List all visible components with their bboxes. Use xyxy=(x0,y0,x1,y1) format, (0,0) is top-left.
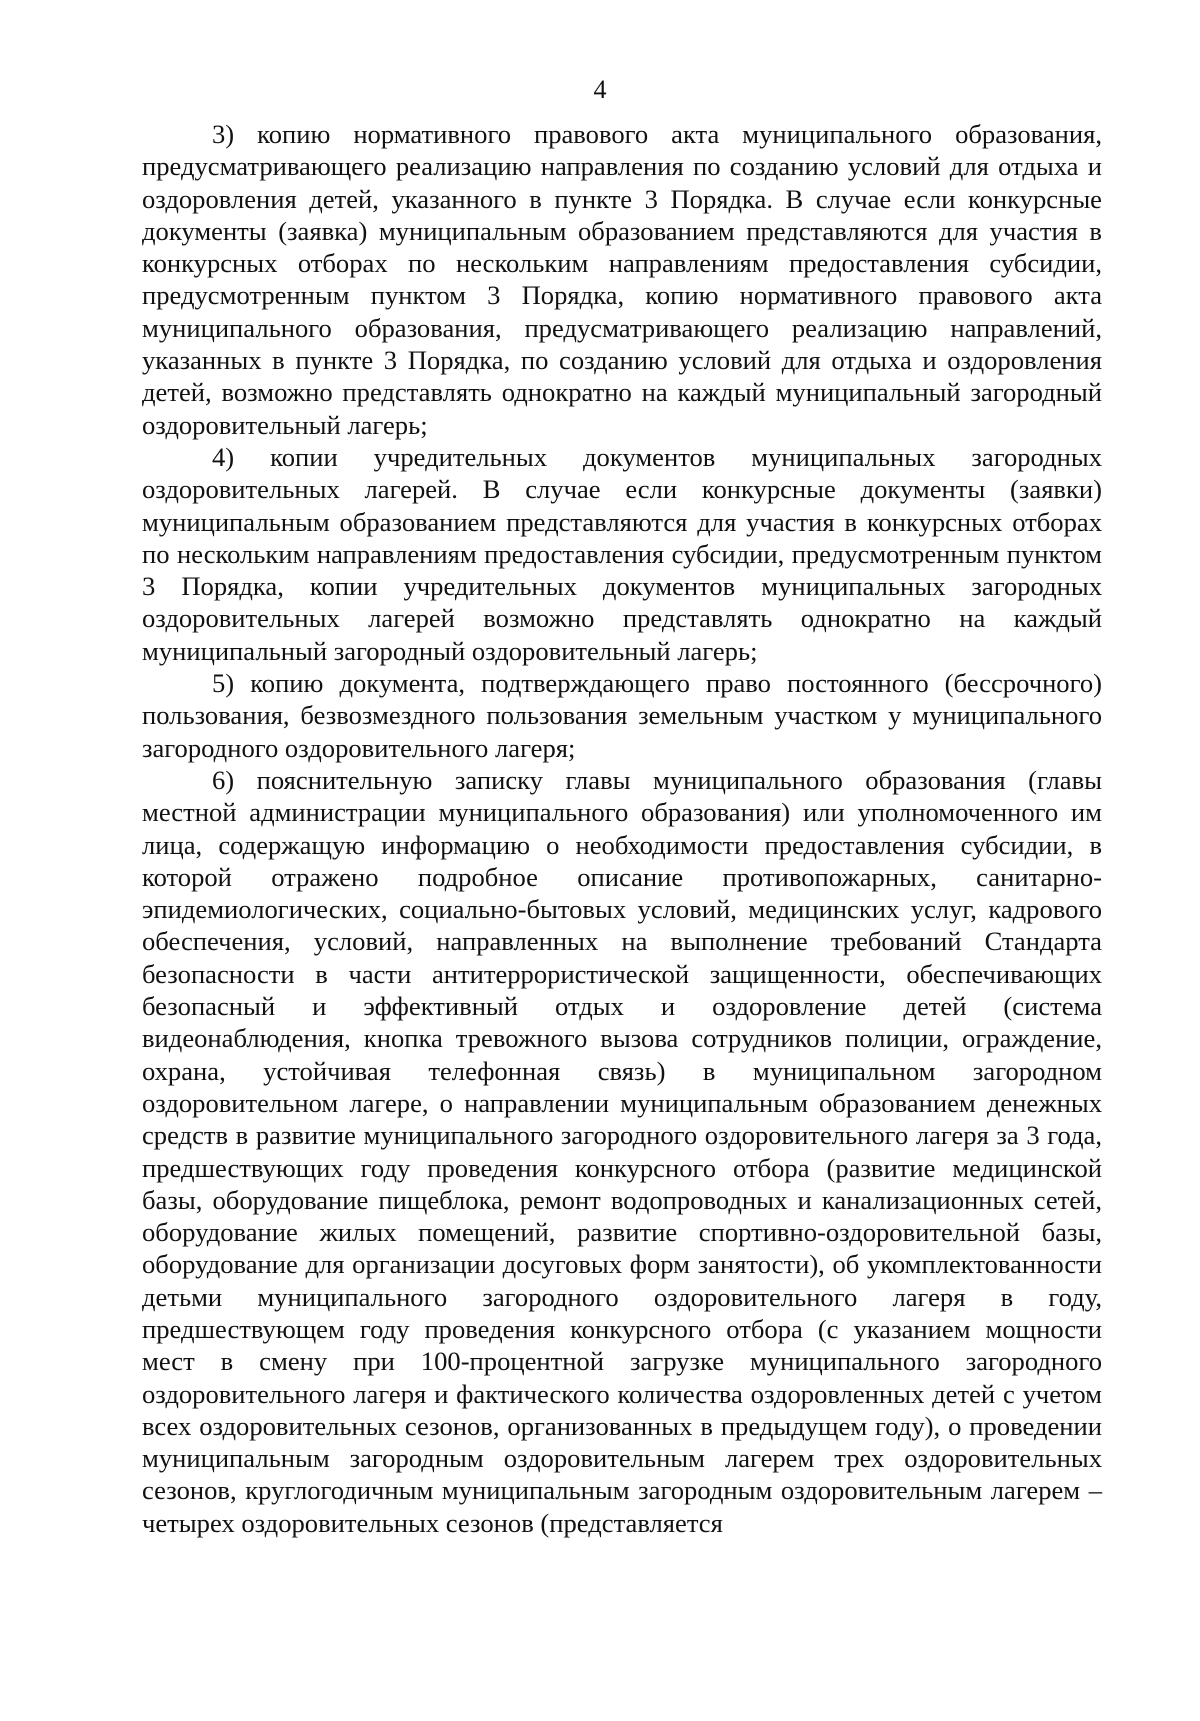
paragraph-item-5: 5) копию документа, подтверждающего право постоянного (бессрочного) пользования, безвозмездного пользования земельным участком у муниципального загородного оздоровительного лагеря; xyxy=(142,668,1102,763)
page-number: 4 xyxy=(593,75,607,104)
paragraph-item-6: 6) пояснительную записку главы муниципального образования (главы местной администрации муниципального образования) или уполномоченного им лица, содержащую информацию о необходимости предоставления субсидии, в которой отражено подробное описание противопожарных, санитарно-эпидемиологических, социально-бытовых условий, медицинских услуг, кадрового обеспечения, условий, направленных на выполнение требований Стандарта безопасности в части антитеррористической защищенности, обеспечивающих безопасный и эффективный отдых и оздоровление детей (система видеонаблюдения, кнопка тревожного вызова сотрудников полиции, ограждение, охрана, устойчивая телефонная связь) в муниципальном загородном оздоровительном лагере, о направлении муниципальным образованием денежных средств в развитие муниципального загородного оздоровительного лагеря за 3 года, предшествующих году проведения конкурсного отбора (развитие медицинской базы, оборудование пищеблока, ремонт водопроводных и канализационных сетей, оборудование жилых помещений, развитие спортивно-оздоровительной базы, оборудование для организации досуговых форм занятости), об укомплектованности детьми муниципального загородного оздоровительного лагеря в году, предшествующем году проведения конкурсного отбора (с указанием мощности мест в смену при 100-процентной загрузке муниципального загородного оздоровительного лагеря и фактического количества оздоровленных детей с учетом всех оздоровительных сезонов, организованных в предыдущем году), о проведении муниципальным загородным оздоровительным лагерем трех оздоровительных сезонов, круглогодичным муниципальным загородным оздоровительным лагерем – четырех оздоровительных сезонов (представляется xyxy=(142,764,1102,1538)
document-body xyxy=(142,118,1102,1539)
paragraph-item-4: 4) копии учредительных документов муниципальных загородных оздоровительных лагерей. В случае если конкурсные документы (заявки) муниципальным образованием представляются для участия в конкурсных отборах по нескольким направлениям предоставления субсидии, предусмотренным пунктом 3 Порядка, копии учредительных документов муниципальных загородных оздоровительных лагерей возможно представлять однократно на каждый муниципальный загородный оздоровительный лагерь; xyxy=(142,441,1102,666)
paragraph-item-3: 3) копию нормативного правового акта муниципального образования, предусматривающего реализацию направления по созданию условий для отдыха и оздоровления детей, указанного в пункте 3 Порядка. В случае если конкурсные документы (заявка) муниципальным образованием представляются для участия в конкурсных отборах по нескольким направлениям предоставления субсидии, предусмотренным пунктом 3 Порядка, копию нормативного правового акта муниципального образования, предусматривающего реализацию направлений, указанных в пункте 3 Порядка, по созданию условий для отдыха и оздоровления детей, возможно представлять однократно на каждый муниципальный загородный оздоровительный лагерь; xyxy=(142,119,1102,440)
